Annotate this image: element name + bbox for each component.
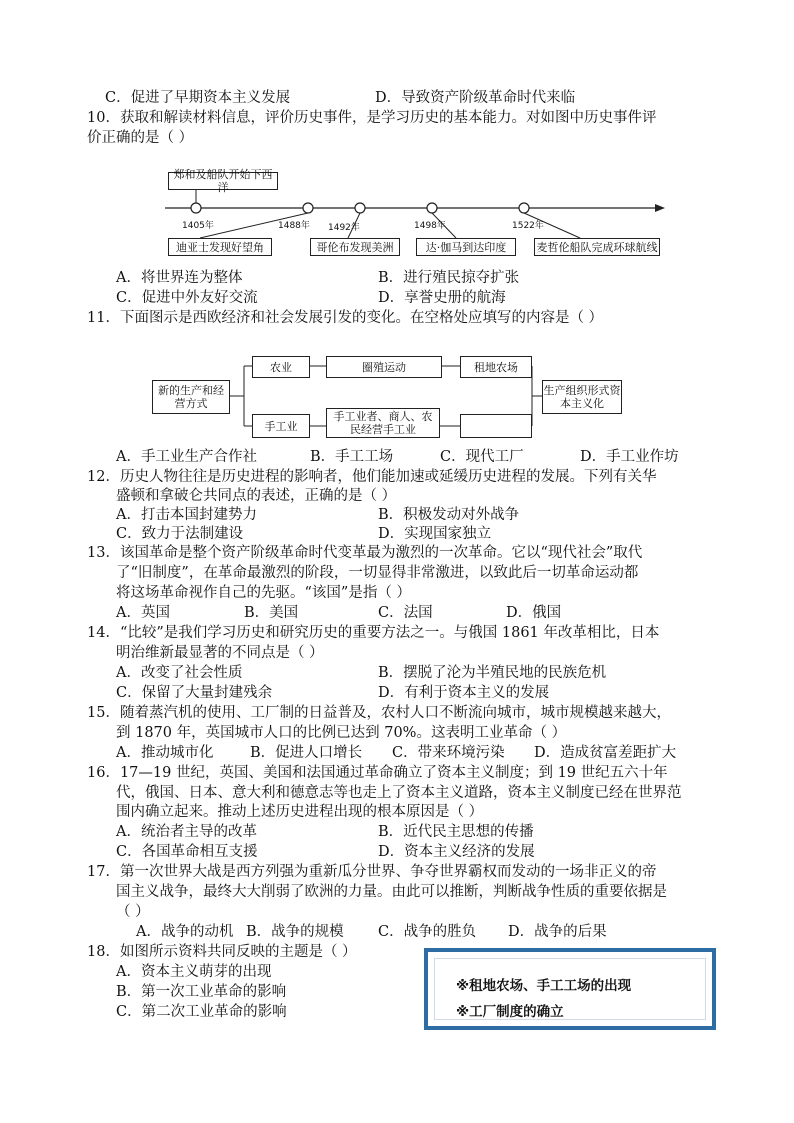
timeline-year-1488: 1488年 (278, 221, 310, 231)
q18-stem: 18．如图所示资料共同反映的主题是（ ） (87, 944, 357, 960)
q10-stem-line2: 价正确的是（ ） (87, 130, 194, 146)
q14-option-c: C．保留了大量封建残余 (116, 685, 273, 701)
q15-stem-line1: 15．随着蒸汽机的使用、工厂制的日益普及，农村人口不断流向城市，城市规模越来越大， (87, 705, 671, 721)
q12-stem-line2: 盛顿和拿破仑共同点的表述，正确的是（ ） (116, 488, 397, 504)
timeline-event-magellan: 麦哲伦船队完成环球航线 (534, 238, 660, 256)
q16-stem-line1: 16．17—19 世纪，英国、美国和法国通过革命确立了资本主义制度；到 19 世纪五六十年 (87, 765, 668, 781)
q15-option-b: B．促进人口增长 (250, 745, 363, 761)
q9-option-d: D．导致资产阶级革命时代来临 (375, 90, 576, 106)
q14-option-a: A．改变了社会性质 (116, 665, 243, 681)
card-line2: ※工厂制度的确立 (456, 1004, 564, 1020)
q12-option-a: A．打击本国封建势力 (116, 507, 257, 523)
q14-option-b: B．摆脱了沦为半殖民地的民族危机 (378, 665, 607, 681)
q13-option-b: B．美国 (244, 605, 299, 621)
q18-material-card (424, 948, 716, 1030)
q10-option-d: D．享誉史册的航海 (378, 290, 506, 306)
q13-stem-line1: 13．该国革命是整个资产阶级革命时代变革最为激烈的一次革命。它以“现代社会”取代 (87, 545, 643, 561)
q18-option-a: A．资本主义萌芽的出现 (116, 964, 272, 980)
q13-option-c: C．法国 (378, 605, 433, 621)
q9-option-c: C．促进了早期资本主义发展 (105, 90, 291, 106)
q11-option-d: D．手工业作坊 (580, 449, 679, 465)
timeline-year-1492: 1492年 (328, 223, 360, 233)
timeline-event-dagama: 达·伽马到达印度 (416, 238, 516, 256)
q12-option-d: D．实现国家独立 (378, 526, 492, 542)
q13-option-a: A．英国 (116, 605, 170, 621)
q11-stem: 11．下面图示是西欧经济和社会发展引发的变化。在空格处应填写的内容是（ ） (87, 310, 604, 326)
q12-option-b: B．积极发动对外战争 (378, 507, 520, 523)
diagram-right-box: 生产组织形式资本主义化 (542, 380, 622, 414)
diagram-handicraft: 手工业 (252, 414, 310, 438)
q17-stem-line1: 17．第一次世界大战是西方列强为重新瓜分世界、争夺世界霸权而发动的一场非正义的帝 (87, 864, 657, 880)
q17-option-b: B．战争的规模 (246, 924, 344, 940)
q16-option-b: B．近代民主思想的传播 (378, 824, 534, 840)
q13-stem-line3: 将这场革命视作自己的先驱。“该国”是指（ ） (116, 585, 411, 601)
timeline-event-columbus: 哥伦布发现美洲 (310, 238, 400, 256)
diagram-enclosure: 圈殖运动 (326, 356, 442, 378)
q10-option-c: C．促进中外友好交流 (116, 290, 258, 306)
q10-option-a: A．将世界连为整体 (116, 270, 243, 286)
q16-option-c: C．各国革命相互支援 (116, 844, 258, 860)
q16-option-a: A．统治者主导的改革 (116, 824, 257, 840)
q11-option-b: B．手工工场 (310, 449, 394, 465)
diagram-blank-box (460, 414, 532, 438)
q11-diagram (150, 350, 630, 442)
q15-option-a: A．推动城市化 (116, 745, 214, 761)
diagram-tenant-farm: 租地农场 (460, 356, 532, 378)
q17-stem-line2: 国主义战争，最终大大削弱了欧洲的力量。由此可以推断，判断战争性质的重要依据是 (116, 884, 667, 900)
q17-option-c: C．战争的胜负 (378, 924, 477, 940)
q17-option-a: A．战争的动机 (136, 924, 234, 940)
q16-stem-line2: 代，俄国、日本、意大利和德意志等也走上了资本主义道路，资本主义制度已经在世界范 (116, 785, 682, 801)
q16-stem-line3: 围内确立起来。推动上述历史进程出现的根本原因是（ ） (116, 804, 484, 820)
q11-option-a: A．手工业生产合作社 (116, 449, 257, 465)
q15-option-c: C．带来环境污染 (392, 745, 505, 761)
q10-timeline (160, 168, 670, 260)
q10-option-b: B．进行殖民掠夺扩张 (378, 270, 520, 286)
q13-option-d: D．俄国 (506, 605, 562, 621)
q14-stem-line1: 14．“比较”是我们学习历史和研究历史的重要方法之一。与俄国 1861 年改革相比，日本 (87, 625, 660, 641)
q17-stem-line3: （ ） (116, 904, 150, 920)
q10-stem-line1: 10．获取和解读材料信息，评价历史事件，是学习历史的基本能力。对如图中历史事件评 (87, 110, 657, 126)
q16-option-d: D．资本主义经济的发展 (378, 844, 535, 860)
q17-option-d: D．战争的后果 (508, 924, 607, 940)
q12-stem-line1: 12．历史人物往往是历史进程的影响者，他们能加速或延缓历史进程的发展。下列有关华 (87, 469, 657, 485)
q11-option-c: C．现代工厂 (440, 449, 524, 465)
q18-option-c: C．第二次工业革命的影响 (116, 1004, 287, 1020)
q15-stem-line2: 到 1870 年，英国城市人口的比例已达到 70%。这表明工业革命（ ） (116, 725, 567, 741)
q15-option-d: D．造成贫富差距扩大 (534, 745, 677, 761)
q13-stem-line2: 了“旧制度”，在革命最激烈的阶段，一切显得非常激进，以致此后一切革命运动都 (116, 565, 639, 581)
diagram-handicraft-operators: 手工业者、商人、农民经营手工业 (326, 408, 440, 438)
timeline-event-dias: 迪亚士发现好望角 (168, 238, 272, 256)
timeline-year-1522: 1522年 (512, 221, 544, 231)
q14-stem-line2: 明治维新最显著的不同点是（ ） (116, 645, 324, 661)
q12-option-c: C．致力于法制建设 (116, 526, 244, 542)
q14-option-d: D．有利于资本主义的发展 (378, 685, 550, 701)
timeline-event-zhenghe: 郑和及船队开始下西洋 (168, 172, 278, 190)
diagram-left-box: 新的生产和经营方式 (152, 380, 230, 414)
timeline-year-1405: 1405年 (182, 221, 214, 231)
diagram-agriculture: 农业 (252, 356, 310, 378)
card-line1: ※租地农场、手工工场的出现 (456, 978, 632, 994)
timeline-year-1498: 1498年 (414, 221, 446, 231)
q18-option-b: B．第一次工业革命的影响 (116, 984, 287, 1000)
